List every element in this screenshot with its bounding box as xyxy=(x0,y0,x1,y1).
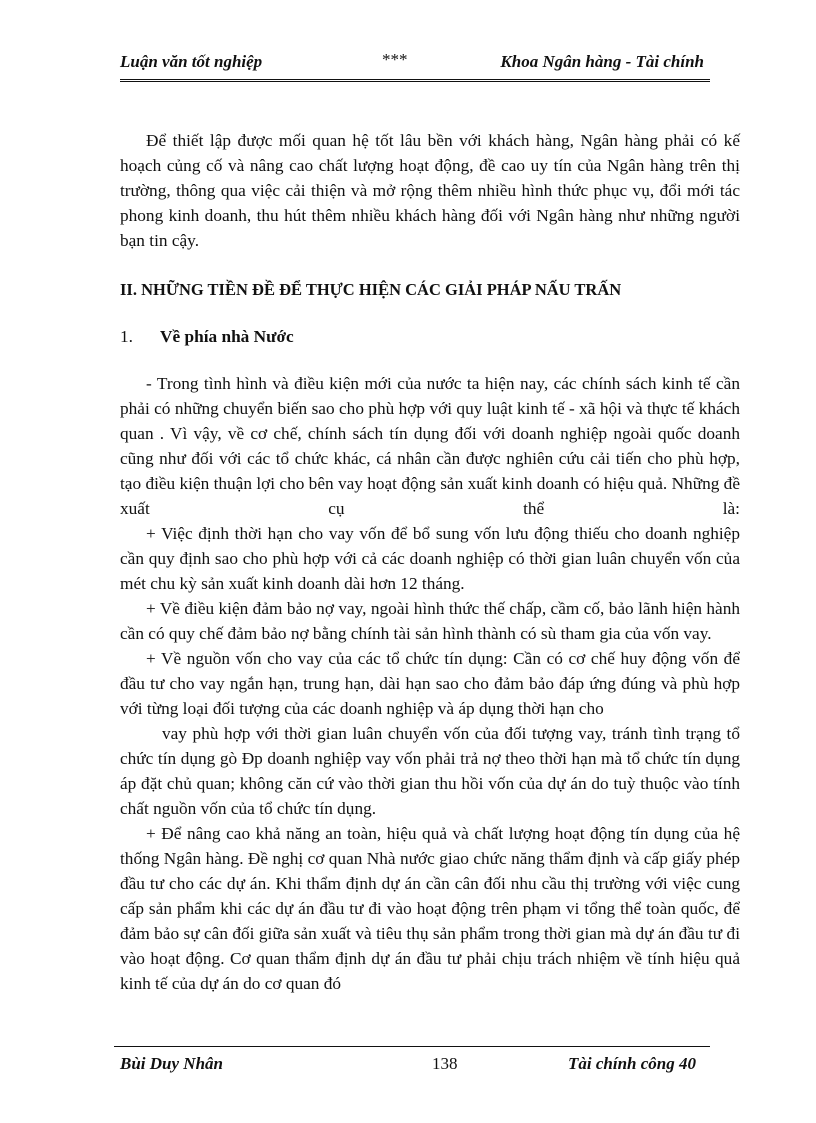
paragraph-collateral: + Về điều kiện đảm bảo nợ vay, ngoài hình thức thế chấp, cầm cố, bảo lãnh hiện hành cần có quy chế đảm bảo nợ bằng chính tài sản hình thành có sù tham gia của vốn vay. xyxy=(120,599,740,643)
paragraph-relationship: Để thiết lập được mối quan hệ tốt lâu bền với khách hàng, Ngân hàng phải có kế hoạch củng cố và nâng cao chất lượng hoạt động, đề cao uy tín của Ngân hàng trên thị trường, thông qua việc cải thiện và mở rộng thêm nhiều hình thức phục vụ, đổi mới tác phong kinh doanh, thu hút thêm nhiều khách hàng đối với Ngân hàng như những người bạn tin cậy. xyxy=(120,131,740,250)
paragraph-appraisal: + Để nâng cao khả năng an toàn, hiệu quả và chất lượng hoạt động tín dụng của hệ thống Ngân hàng. Đề nghị cơ quan Nhà nước giao chức năng thẩm định và cấp giấy phép đầu tư cho các dự án. Khi thẩm định dự án cần cân đối nhu cầu thị trường với việc cung cấp sản phẩm khi các dự án đầu tư đi vào hoạt động trên phạm vi tổng thể toàn quốc, để đảm bảo sự cân đối giữa sản xuất và tiêu thụ sản phẩm trong thời gian mà dự án đầu tư đi vào hoạt động. Cơ quan thẩm định dự án đầu tư phải chịu trách nhiệm về tính hiệu quả kinh tế của dự án do cơ quan đó xyxy=(120,824,740,993)
header-thesis-label: Luận văn tốt nghiệp xyxy=(120,52,263,71)
footer-author: Bùi Duy Nhân xyxy=(120,1054,223,1073)
paragraph-funding-a: + Về nguồn vốn cho vay của các tổ chức tín dụng: Cần có cơ chế huy động vốn để đầu tư cho vay ngắn hạn, trung hạn, dài hạn sao cho đảm bảo đáp ứng đúng và phù hợp với từng loại đối tượng của các doanh nghiệp và áp dụng thời hạn cho xyxy=(120,649,740,718)
paragraph-loan-term: + Việc định thời hạn cho vay vốn để bổ sung vốn lưu động thiếu cho doanh nghiệp cần quy định sao cho phù hợp với cả các doanh nghiệp có thời gian luân chuyển vốn của mét chu kỳ sản xuất kinh doanh dài hơn 12 tháng. xyxy=(120,524,740,593)
footer-rule xyxy=(114,1046,710,1047)
page-footer xyxy=(120,1046,710,1086)
subsection-heading xyxy=(120,324,740,349)
header-rule xyxy=(120,79,710,82)
paragraph-funding-b: vay phù hợp với thời gian luân chuyển vốn của đối tượng vay, tránh tình trạng tổ chức tín dụng gò Đp doanh nghiệp vay vốn phải trả nợ theo thời hạn mà tổ chức tín dụng áp đặt chủ quan; không căn cứ vào thời gian thu hồi vốn của dự án do tuỳ thuộc vào tính chất nguồn vốn của tổ chức tín dụng. xyxy=(120,724,740,818)
paragraph-policy: - Trong tình hình và điều kiện mới của nước ta hiện nay, các chính sách kinh tế cần phải có những chuyển biến sao cho phù hợp với quy luật kinh tế - xã hội và thực tế khách quan . Vì vậy, về cơ chế, chính sách tín dụng đối với doanh nghiệp ngoài quốc doanh cũng như đối với các tổ chức khác, cá nhân cần được nghiên cứu cải tiến cho phù hợp, tạo điều kiện thuận lợi cho bên vay hoạt động sản xuất kinh doanh có hiệu quả. Những đề xuất cụ thể là: xyxy=(120,374,740,518)
page-body xyxy=(120,128,740,996)
section-heading: II. NHỮNG TIỀN ĐỀ ĐỂ THỰC HIỆN CÁC GIẢI PHÁP NẤU TRẤN xyxy=(120,280,622,299)
header-separator: *** xyxy=(382,50,408,69)
subsection-number: 1. xyxy=(120,327,133,346)
page-number: 138 xyxy=(432,1054,458,1073)
page-header xyxy=(120,48,710,82)
header-faculty: Khoa Ngân hàng - Tài chính xyxy=(500,52,704,71)
footer-class: Tài chính công 40 xyxy=(568,1054,696,1073)
subsection-title: Về phía nhà Nước xyxy=(160,327,294,346)
